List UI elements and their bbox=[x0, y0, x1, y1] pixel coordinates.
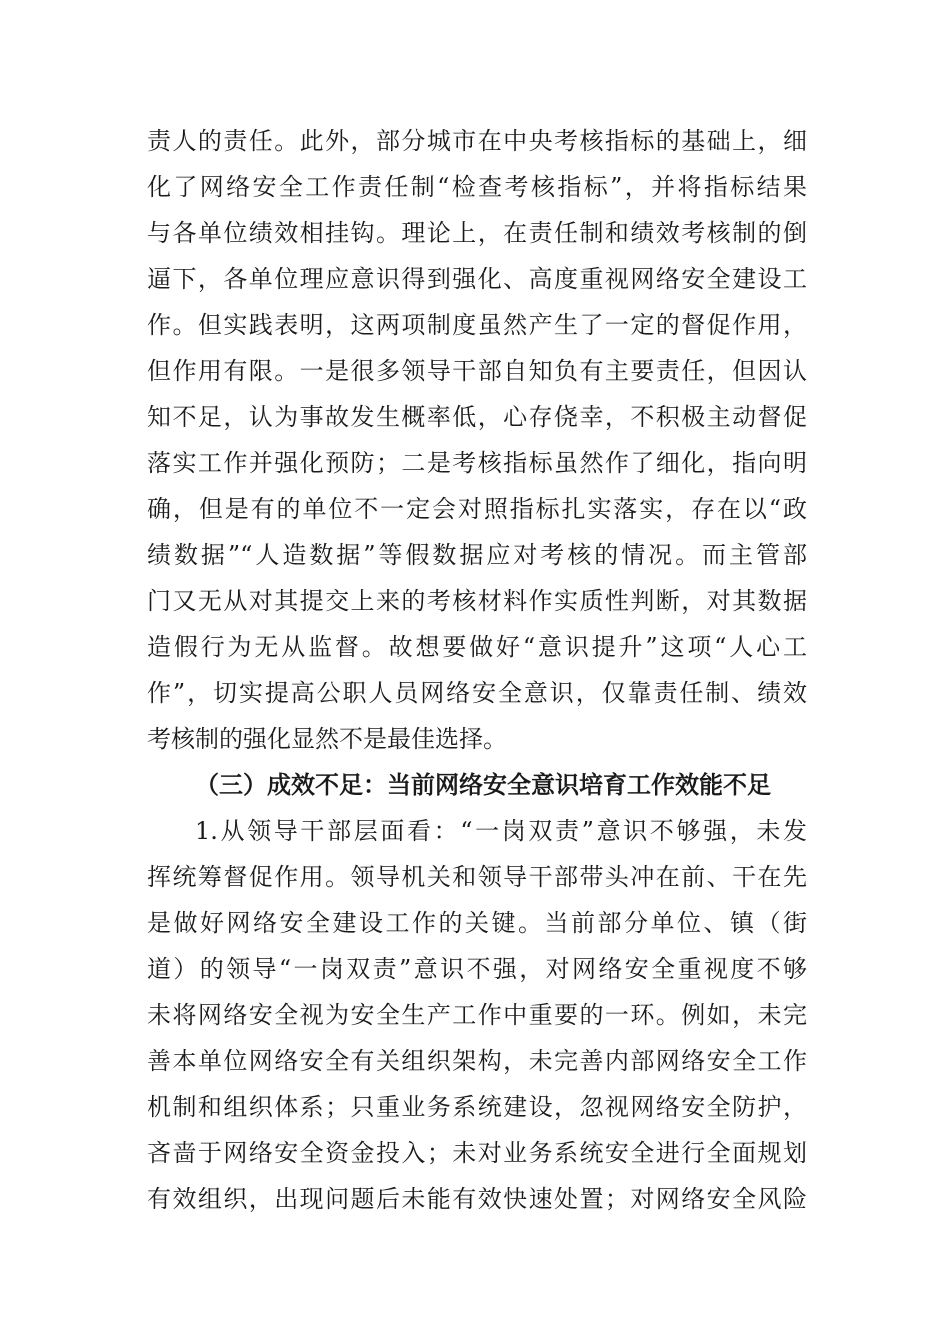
text-line: 但作用有限。一是很多领导干部自知负有主要责任，但因认 bbox=[147, 357, 807, 385]
text-line: 与各单位绩效相挂钩。理论上，在责任制和绩效考核制的倒 bbox=[147, 219, 807, 247]
text-line: 有效组织，出现问题后未能有效快速处置；对网络安全风险 bbox=[147, 1185, 807, 1213]
section-heading: （三）成效不足：当前网络安全意识培育工作效能不足 bbox=[195, 770, 771, 799]
text-line: 落实工作并强化预防；二是考核指标虽然作了细化，指向明 bbox=[147, 449, 807, 477]
body-text bbox=[147, 118, 807, 1222]
text-line: 挥统筹督促作用。领导机关和领导干部带头冲在前、干在先 bbox=[147, 863, 807, 891]
text-line: 作。但实践表明，这两项制度虽然产生了一定的督促作用， bbox=[147, 311, 807, 339]
text-line: 确，但是有的单位不一定会对照指标扎实落实，存在以“政 bbox=[147, 495, 807, 523]
text-line: 机制和组织体系；只重业务系统建设，忽视网络安全防护， bbox=[147, 1093, 807, 1121]
text-line: 绩数据”“人造数据”等假数据应对考核的情况。而主管部 bbox=[147, 541, 807, 569]
text-line: 门又无从对其提交上来的考核材料作实质性判断，对其数据 bbox=[147, 587, 807, 615]
text-line: 是做好网络安全建设工作的关键。当前部分单位、镇（街 bbox=[147, 909, 807, 937]
text-line: 化了网络安全工作责任制“检查考核指标”，并将指标结果 bbox=[147, 173, 807, 201]
text-line: 逼下，各单位理应意识得到强化、高度重视网络安全建设工 bbox=[147, 265, 807, 293]
text-line: 未将网络安全视为安全生产工作中重要的一环。例如，未完 bbox=[147, 1001, 807, 1029]
text-line: 作”，切实提高公职人员网络安全意识，仅靠责任制、绩效 bbox=[147, 679, 807, 707]
text-line: 1.从领导干部层面看：“一岗双责”意识不够强，未发 bbox=[195, 817, 807, 845]
text-line: 道）的领导“一岗双责”意识不强，对网络安全重视度不够 bbox=[147, 955, 807, 983]
text-line: 善本单位网络安全有关组织架构，未完善内部网络安全工作 bbox=[147, 1047, 807, 1075]
text-line: 考核制的强化显然不是最佳选择。 bbox=[147, 725, 507, 753]
text-line: 责人的责任。此外，部分城市在中央考核指标的基础上，细 bbox=[147, 127, 807, 155]
text-line: 吝啬于网络安全资金投入；未对业务系统安全进行全面规划 bbox=[147, 1139, 807, 1167]
text-line: 造假行为无从监督。故想要做好“意识提升”这项“人心工 bbox=[147, 633, 807, 661]
text-line: 知不足，认为事故发生概率低，心存侥幸，不积极主动督促 bbox=[147, 403, 807, 431]
